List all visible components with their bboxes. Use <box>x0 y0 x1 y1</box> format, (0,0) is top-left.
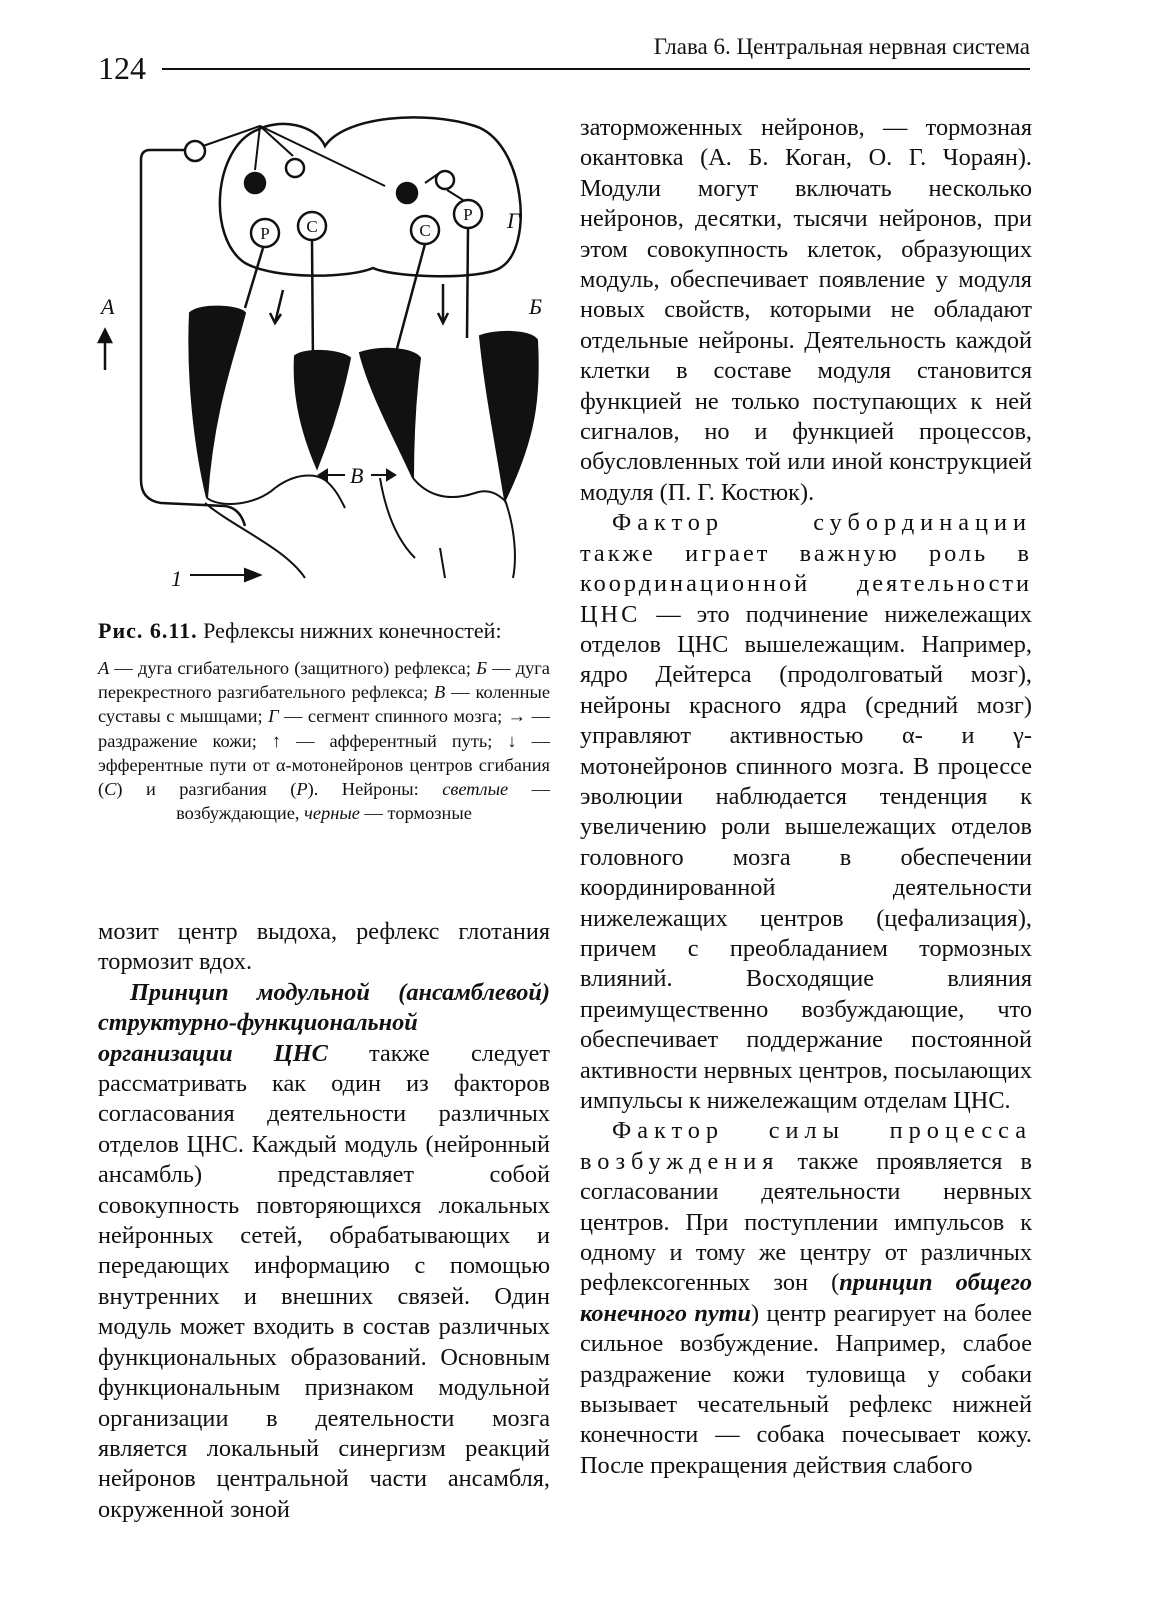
text-run: А <box>98 658 110 678</box>
neuron-label-p: Р <box>260 224 270 243</box>
spinal-segment-outline <box>220 117 521 276</box>
left-column <box>98 917 550 1525</box>
afferent-arrow-head <box>99 330 111 342</box>
text-run: — дуга перекрестного разгибательного рефлекса; <box>98 658 550 703</box>
right-column <box>580 113 1032 1481</box>
bone-outline <box>380 478 415 558</box>
text-run: — дуга сгибательного (защитного) рефлекса; <box>109 658 477 678</box>
reflex-diagram <box>95 108 555 600</box>
bone-outline <box>505 500 515 578</box>
text-run: ). Нейроны: <box>307 779 443 800</box>
skin-stimulus-arrow-head <box>245 569 260 581</box>
efferent-path <box>395 244 425 356</box>
joint-arrow-head <box>387 470 395 480</box>
text-run: принцип общего конечного пути <box>580 1269 1032 1327</box>
bone-outline <box>205 503 305 578</box>
page-number: 124 <box>98 50 146 86</box>
figure-caption <box>98 618 550 825</box>
paragraph <box>98 978 550 1525</box>
label-one: 1 <box>171 566 182 591</box>
label-g: Г <box>507 208 520 233</box>
text-run: черные <box>304 803 360 824</box>
text-run: В <box>434 682 446 703</box>
efferent-path <box>467 228 468 338</box>
efferent-arrow <box>270 290 283 323</box>
excitatory-neuron <box>185 141 205 161</box>
afferent-fiber <box>255 126 260 170</box>
bone-outline <box>325 480 345 508</box>
bone-outline <box>207 475 325 504</box>
text-run: ) и разгибания ( <box>116 779 297 800</box>
bone-outline <box>413 478 505 500</box>
text-run: также следует рассматривать как один из факторов согласования деятельности различных отделов ЦНС. Каждый модуль (нейронный ансамбль) представляет собой совокупность повторяющихся локальных нейронных сетей, обрабатывающих и передающих информацию с помощью внутренних и внешних связей. Один модуль может входить в состав различных функциональных образований. Основным функциональным признаком модульной организации в деятельности мозга является локальный синергизм реакций нейронов центральной части ансамбля, окруженной зоной <box>98 1039 550 1523</box>
caption-title <box>98 618 550 644</box>
text-run: Б <box>476 658 487 678</box>
muscle-right-extensor <box>480 332 538 500</box>
efferent-path <box>312 240 313 366</box>
text-run: Принцип модульной (ансамблевой) структурно-функциональной организации ЦНС <box>98 978 550 1067</box>
neuron-label-c: С <box>306 217 318 236</box>
caption-number: Рис. 6.11. <box>98 618 198 643</box>
paragraph <box>98 917 550 978</box>
inhibitory-neuron <box>397 183 417 203</box>
caption-body <box>98 656 550 825</box>
muscle-left-flexor <box>295 351 350 468</box>
text-run: — это подчинение нижележащих отделов ЦНС вышележащим. Например, ядро Дейтерса (продолговатый мозг), нейроны красного ядра (средний мозг) управляют активностью α- и γ-мотонейронов спинного мозга. В процессе эволюции наблюдается тенденция к увеличению роли вышележащих отделов головного мозга в обеспечении координированной деятельности нижележащих центров (цефализация), причем с преобладанием тормозных влияний. Восходящие влияния преимущественно возбуждающие, что обеспечивает поддержание постоянной активности нервных центров, посылающих импульсы к нижележащим отделам ЦНС. <box>580 600 1032 1114</box>
afferent-fiber <box>260 126 293 156</box>
text-run: — коленные суставы с мышцами; <box>98 682 550 727</box>
text-run: Р <box>296 779 308 800</box>
muscle-left-extensor <box>189 307 245 498</box>
text-run: — сегмент спинного мозга; → — раздражение кожи; ↑ — афферентный путь; ↓ — эфферентные пути от α-мотонейронов центров сгибания ( <box>98 706 550 800</box>
text-run: С <box>104 779 117 800</box>
paragraph <box>580 1116 1032 1481</box>
paragraph <box>580 508 1032 1116</box>
neuron-label-c: С <box>419 221 431 240</box>
neuron-label-p: Р <box>463 205 473 224</box>
text-run: — возбуждающие, <box>176 779 550 824</box>
excitatory-neuron <box>286 159 304 177</box>
text-run: — тормозные <box>359 803 472 824</box>
text-run: Фактор силы процесса возбуждения <box>580 1117 1032 1175</box>
text-run: ) центр реагирует на более сильное возбуждение. Например, слабое раздражение кожи туловища у собаки вызывает чесательный рефлекс нижней конечности — собака почесывает кожу. После прекращения действия слабого <box>580 1299 1032 1479</box>
inhibitory-neuron <box>245 173 265 193</box>
text-run: также играет важную роль в координационной деятельности ЦНС <box>580 539 1032 628</box>
label-b: Б <box>529 294 542 319</box>
efferent-arrow <box>438 284 448 323</box>
header-rule <box>162 68 1030 70</box>
label-a: А <box>101 294 115 319</box>
label-v: В <box>350 463 364 488</box>
text-run: заторможенных нейронов, — тормозная окантовка (А. Б. Коган, О. Г. Чораян). Модули могут включать несколько нейронов, десятки, тысячи нейронов, при этом совокупность клеток, образующих модуль, обеспечивает появление у модуля новых свойств, которыми не обладают отдельные нейроны. Деятельность каждой клетки в составе модуля становится функцией не только поступающих к ней сигналов, но и функцией процессов, обусловленных той или иной конструкцией модуля (П. Г. Костюк). <box>580 114 1032 506</box>
muscle-right-flexor <box>360 349 420 478</box>
afferent-fiber <box>447 190 463 200</box>
text-run: Г <box>268 706 279 727</box>
paragraph <box>580 113 1032 508</box>
running-head: Глава 6. Центральная нервная система <box>653 34 1030 59</box>
bone-outline <box>440 548 445 578</box>
caption-title-text: Рефлексы нижних конечностей: <box>203 618 502 643</box>
efferent-path <box>245 248 263 308</box>
text-run: также проявляется в согласовании деятельности нервных центров. При поступлении импульсов к одному и тому же центру от различных рефлексогенных зон ( <box>580 1147 1032 1297</box>
text-run: светлые <box>442 779 509 800</box>
excitatory-neuron <box>436 171 454 189</box>
text-run: мозит центр выдоха, рефлекс глотания тормозит вдох. <box>98 918 550 976</box>
text-run: Фактор субординации <box>612 509 1032 537</box>
